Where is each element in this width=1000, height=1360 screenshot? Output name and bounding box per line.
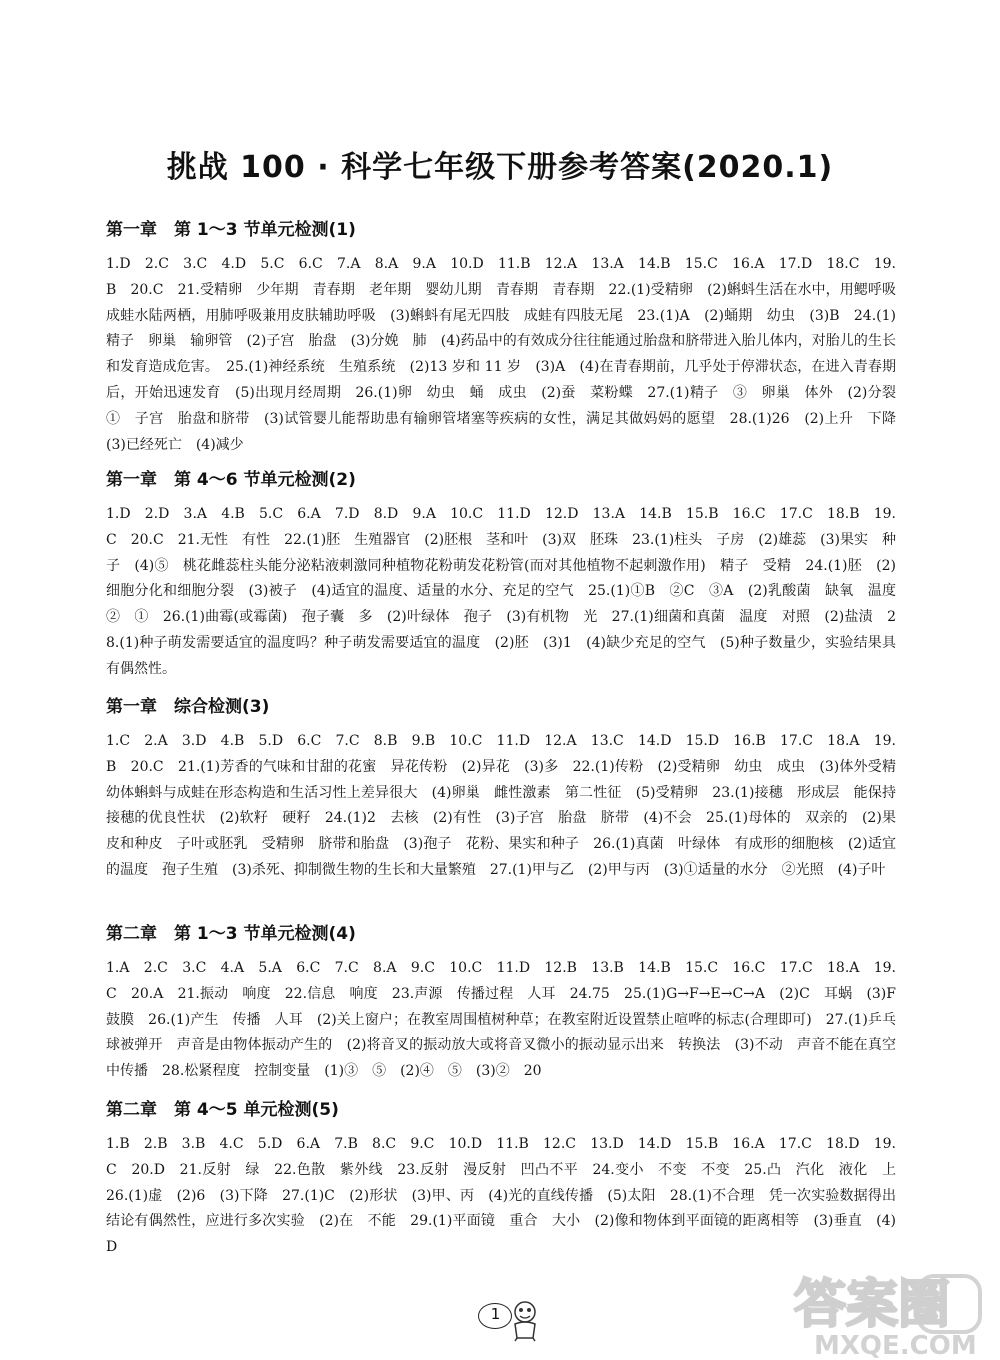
watermark-site-text: MXQE.COM [814,1331,977,1360]
section-answers: 1.A 2.C 3.C 4.A 5.A 6.C 7.C 8.A 9.C 10.C 11.D 12.B 13.B 14.B 15.C 16.C 17.C 18.A 19.C 20.A 21.振动 响度 22.信息 响度 23.声源 传播过程 人耳 24.75 25.(1)G→F→E→C→A (2)C 耳蜗 (3)F 鼓膜 26.(1)产生 传播 人耳 (2)关上窗户；在教室周围植树种草；在教室附近设置禁止喧哗的标志(合理即可) 27.(1)乒乓球被弹开 声音是由物体振动产生的 (2)将音叉的振动放大或将音叉微小的振动显示出来 转换法 (3)不动 声音不能在真空中传播 28.松紧程度 控制变量 (1)③ ⑤ (2)④ ⑤ (3)② 20 [106,960,910,1080]
section-heading: 第二章 第 4～5 单元检测(5) [106,1100,339,1120]
answer-section [106,466,910,683]
section-heading: 第一章 第 1～3 节单元检测(1) [106,220,356,240]
answer-section [106,1096,910,1261]
watermark-logo-text: 答案圈 [794,1275,951,1335]
section-heading: 第一章 第 4～6 节单元检测(2) [106,470,356,490]
section-answers: 1.C 2.A 3.D 4.B 5.D 6.C 7.C 8.B 9.B 10.C 11.D 12.A 13.C 14.D 15.D 16.B 17.C 18.A 19.B 20.C 21.(1)芳香的气味和甘甜的花蜜 异花传粉 (2)异花 (3)多 22.(1)传粉 (2)受精卵 幼虫 成虫 (3)体外受精 幼体蝌蚪与成蛙在形态构造和生活习性上差异很大 (4)卵巢 雌性激素 第二性征 (5)受精卵 23.(1)接穗 形成层 能保持接穗的优良性状 (2)软籽 硬籽 24.(1)2 去核 (2)有性 (3)子宫 胎盘 脐带 (4)不会 25.(1)母体的 双亲的 (2)果皮和种皮 子叶或胚乳 受精卵 脐带和胎盘 (3)孢子 花粉、果实和种子 26.(1)真菌 叶绿体 有成形的细胞核 (2)适宜的温度 孢子生殖 (3)杀死、抑制微生物的生长和大量繁殖 27.(1)甲与乙 (2)甲与丙 (3)①适量的水分 ②光照 (4)子叶 [106,733,910,878]
mascot-icon [505,1298,545,1342]
answer-section [106,920,910,1085]
section-answers: 1.B 2.B 3.B 4.C 5.D 6.A 7.B 8.C 9.C 10.D 11.B 12.C 13.D 14.D 15.B 16.A 17.C 18.D 19.C 20.D 21.反射 绿 22.色散 紫外线 23.反射 漫反射 凹凸不平 24.变小 不变 不变 25.凸 汽化 液化 上 26.(1)虚 (2)6 (3)下降 27.(1)C (2)形状 (3)甲、丙 (4)光的直线传播 (5)太阳 28.(1)不合理 凭一次实验数据得出结论有偶然性，应进行多次实验 (2)在 不能 29.(1)平面镜 重合 大小 (2)像和物体到平面镜的距离相等 (3)垂直 (4)D [106,1136,910,1256]
answer-section [106,693,910,884]
section-answers: 1.D 2.C 3.C 4.D 5.C 6.C 7.A 8.A 9.A 10.D 11.B 12.A 13.A 14.B 15.C 16.A 17.D 18.C 19.B 20.C 21.受精卵 少年期 青春期 老年期 婴幼儿期 青春期 青春期 22.(1)受精卵 (2)蝌蚪生活在水中，用鳃呼吸 成蛙水陆两栖，用肺呼吸兼用皮肤辅助呼吸 (3)蝌蚪有尾无四肢 成蛙有四肢无尾 23.(1)A (2)蛹期 幼虫 (3)B 24.(1)精子 卵巢 输卵管 (2)子宫 胎盘 (3)分娩 肺 (4)药品中的有效成分往往能通过胎盘和脐带进入胎儿体内，对胎儿的生长和发育造成危害。 25.(1)神经系统 生殖系统 (2)13 岁和 11 岁 (3)A (4)在青春期前，几乎处于停滞状态，在进入青春期后，开始迅速发育 (5)出现月经周期 26.(1)卵 幼虫 蛹 成虫 (2)蚕 菜粉蝶 27.(1)精子 ③ 卵巢 体外 (2)分裂 ① 子宫 胎盘和脐带 (3)试管婴儿能帮助患有输卵管堵塞等疾病的女性，满足其做妈妈的愿望 28.(1)26 (2)上升 下降 (3)已经死亡 (4)减少 [106,256,910,453]
section-heading: 第一章 综合检测(3) [106,697,270,717]
answer-section [106,216,910,458]
page-title: 挑战 100 · 科学七年级下册参考答案(2020.1) [166,150,834,185]
page-number: 1 [490,1305,501,1323]
section-answers: 1.D 2.D 3.A 4.B 5.C 6.A 7.D 8.D 9.A 10.C 11.D 12.D 13.A 14.B 15.B 16.C 17.C 18.B 19.C 20.C 21.无性 有性 22.(1)胚 生殖器官 (2)胚根 茎和叶 (3)双 胚珠 23.(1)柱头 子房 (2)雄蕊 (3)果实 种子 (4)⑤ 桃花雌蕊柱头能分泌粘液刺激同种植物花粉萌发花粉管(而对其他植物不起刺激作用) 精子 受精 24.(1)胚 (2)细胞分化和细胞分裂 (3)被子 (4)适宜的温度、适量的水分、充足的空气 25.(1)①B ②C ③A (2)乳酸菌 缺氧 温度 ② ① 26.(1)曲霉(或霉菌) 孢子囊 多 (2)叶绿体 孢子 (3)有机物 光 27.(1)细菌和真菌 温度 对照 (2)盐渍 28.(1)种子萌发需要适宜的温度吗？种子萌发需要适宜的温度 (2)胚 (3)1 (4)缺少充足的空气 (5)种子数量少，实验结果具有偶然性。 [106,506,910,677]
section-heading: 第二章 第 1～3 节单元检测(4) [106,924,356,944]
watermark-logo [790,1272,1000,1360]
